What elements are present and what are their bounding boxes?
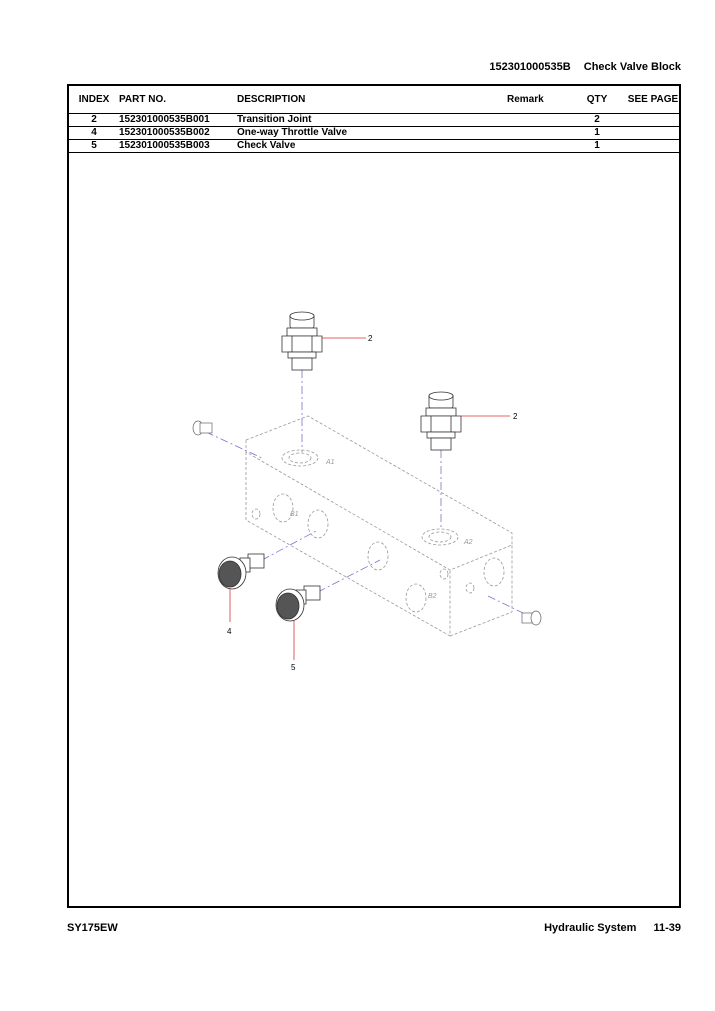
one-way-throttle-valve xyxy=(218,554,264,589)
callout-2-upper: 2 xyxy=(368,334,373,343)
assembly-center-lines xyxy=(206,370,525,614)
row-part-no: 152301000535B001 xyxy=(119,114,237,127)
row-description: One-way Throttle Valve xyxy=(237,127,507,140)
col-index: INDEX xyxy=(69,86,119,114)
col-remark: Remark xyxy=(507,86,567,114)
port-label-b2: B2 xyxy=(428,593,437,600)
plug-right xyxy=(522,611,541,625)
footer-section xyxy=(544,922,681,934)
row-description: Check Valve xyxy=(237,140,507,153)
row-part-no: 152301000535B003 xyxy=(119,140,237,153)
footer-section-title: Hydraulic System xyxy=(544,922,637,934)
row-qty: 1 xyxy=(567,127,627,140)
transition-joint-1 xyxy=(282,312,322,370)
plug-left xyxy=(193,421,212,435)
col-part-no: PART NO. xyxy=(119,86,237,114)
row-index: 2 xyxy=(69,114,119,127)
row-index: 4 xyxy=(69,127,119,140)
port-label-b1: B1 xyxy=(290,511,299,518)
col-qty: QTY xyxy=(567,86,627,114)
footer-page-number: 11-39 xyxy=(653,922,681,934)
callout-2-right: 2 xyxy=(513,412,518,421)
transition-joint-2 xyxy=(421,392,461,450)
header-part-number: 152301000535B xyxy=(489,61,571,73)
callout-4: 4 xyxy=(227,627,232,636)
callout-leaders xyxy=(230,338,510,660)
row-index: 5 xyxy=(69,140,119,153)
row-description: Transition Joint xyxy=(237,114,507,127)
row-qty: 2 xyxy=(567,114,627,127)
port-label-a1: A1 xyxy=(326,459,335,466)
callout-numbers xyxy=(227,334,518,672)
port-label-a2: A2 xyxy=(464,539,473,546)
row-qty: 1 xyxy=(567,140,627,153)
footer-model: SY175EW xyxy=(67,922,118,934)
check-valve xyxy=(276,586,320,621)
row-part-no: 152301000535B002 xyxy=(119,127,237,140)
col-see-page: SEE PAGE xyxy=(627,86,679,114)
callout-5: 5 xyxy=(291,663,296,672)
col-description: DESCRIPTION xyxy=(237,86,507,114)
header-title: Check Valve Block xyxy=(583,61,681,73)
